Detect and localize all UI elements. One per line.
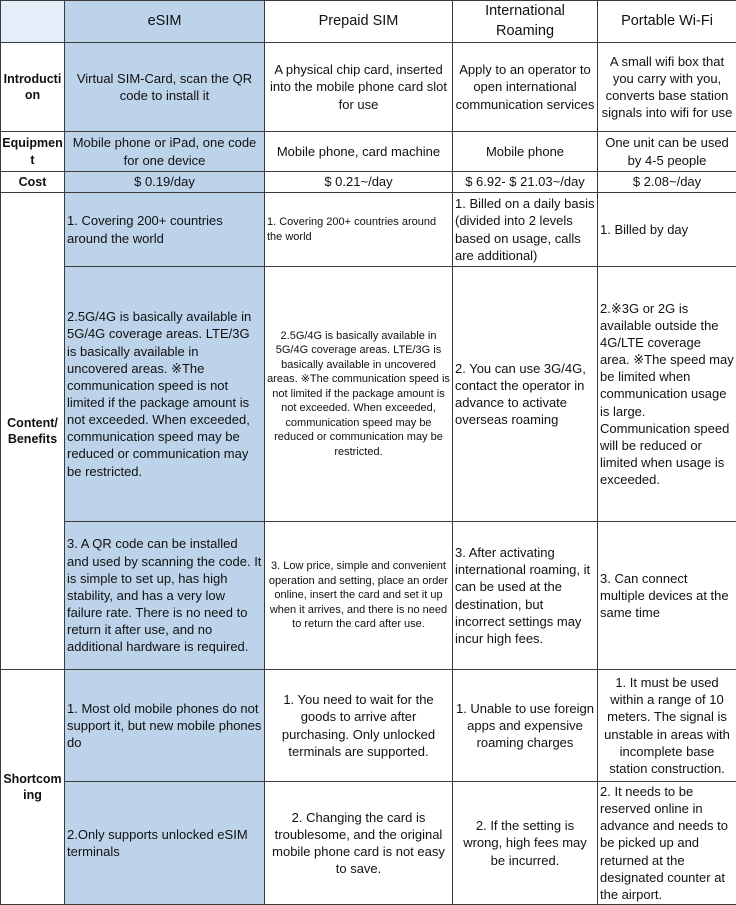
cell-content-3-prepaid: 3. Low price, simple and convenient operation and setting, place an order online, insert the card and set it up when it arrives, and there is no need to return the card after use.	[265, 522, 453, 670]
cell-content-1-wifi: 1. Billed by day	[598, 193, 736, 267]
cell-content-3-roaming: 3. After activating international roaming, it can be used at the destination, but incorrect settings may incur high fees.	[453, 522, 598, 670]
label-cost: Cost	[1, 172, 65, 193]
cell-cost-esim: $ 0.19/day	[65, 172, 265, 193]
cell-content-2-wifi: 2.※3G or 2G is available outside the 4G/LTE coverage area. ※The speed may be limited when communication usage is large. Communication speed will be reduced or limited when usage is exceeded.	[598, 267, 736, 522]
cell-content-2-esim: 2.5G/4G is basically available in 5G/4G coverage areas. LTE/3G is basically available in uncovered areas. ※The communication speed is not limited if the package amount is not exceeded. When exceeded, communication speed may be reduced or communication may be restricted.	[65, 267, 265, 522]
label-shortcoming: Shortcoming	[1, 670, 65, 905]
cell-introduction-esim: Virtual SIM-Card, scan the QR code to install it	[65, 43, 265, 132]
cell-shortcoming-1-esim: 1. Most old mobile phones do not support it, but new mobile phones do	[65, 670, 265, 782]
cell-content-2-prepaid: 2.5G/4G is basically available in 5G/4G coverage areas. LTE/3G is basically available in uncovered areas. ※The communication speed is not limited if the package amount is not exceeded. When exceeded, communication speed may be reduced or communication may be restricted.	[265, 267, 453, 522]
cell-content-3-esim: 3. A QR code can be installed and used by scanning the code. It is simple to set up, has high stability, and has a very low failure rate. There is no need to return it after use, and no additional hardware is required.	[65, 522, 265, 670]
cell-shortcoming-2-wifi: 2. It needs to be reserved online in advance and needs to be picked up and returned at the designated counter at the airport.	[598, 782, 736, 905]
header-portable-wifi: Portable Wi-Fi	[598, 1, 736, 43]
cell-content-1-roaming: 1. Billed on a daily basis (divided into 2 levels based on usage, calls are additional)	[453, 193, 598, 267]
header-international-roaming: International Roaming	[453, 1, 598, 43]
cell-cost-prepaid: $ 0.21~/day	[265, 172, 453, 193]
cell-shortcoming-1-prepaid: 1. You need to wait for the goods to arrive after purchasing. Only unlocked terminals are supported.	[265, 670, 453, 782]
header-prepaid-sim: Prepaid SIM	[265, 1, 453, 43]
cell-equipment-wifi: One unit can be used by 4-5 people	[598, 132, 736, 172]
row-content-3	[1, 522, 736, 670]
cell-content-1-esim: 1. Covering 200+ countries around the world	[65, 193, 265, 267]
cell-equipment-esim: Mobile phone or iPad, one code for one device	[65, 132, 265, 172]
cell-equipment-roaming: Mobile phone	[453, 132, 598, 172]
cell-shortcoming-2-roaming: 2. If the setting is wrong, high fees may be incurred.	[453, 782, 598, 905]
row-content-1	[1, 193, 736, 267]
row-cost	[1, 172, 736, 193]
cell-cost-wifi: $ 2.08~/day	[598, 172, 736, 193]
row-shortcoming-1	[1, 670, 736, 782]
cell-shortcoming-1-roaming: 1. Unable to use foreign apps and expensive roaming charges	[453, 670, 598, 782]
row-introduction	[1, 43, 736, 132]
cell-shortcoming-2-prepaid: 2. Changing the card is troublesome, and the original mobile phone card is not easy to save.	[265, 782, 453, 905]
cell-content-3-wifi: 3. Can connect multiple devices at the same time	[598, 522, 736, 670]
row-equipment	[1, 132, 736, 172]
cell-content-2-roaming: 2. You can use 3G/4G, contact the operator in advance to activate overseas roaming	[453, 267, 598, 522]
cell-introduction-roaming: Apply to an operator to open international communication services	[453, 43, 598, 132]
cell-shortcoming-2-esim: 2.Only supports unlocked eSIM terminals	[65, 782, 265, 905]
label-content-benefits: Content/ Benefits	[1, 193, 65, 670]
cell-introduction-wifi: A small wifi box that you carry with you, converts base station signals into wifi for use	[598, 43, 736, 132]
cell-cost-roaming: $ 6.92- $ 21.03~/day	[453, 172, 598, 193]
row-content-2	[1, 267, 736, 522]
label-introduction: Introduction	[1, 43, 65, 132]
cell-equipment-prepaid: Mobile phone, card machine	[265, 132, 453, 172]
header-row	[1, 1, 736, 43]
label-equipment: Equipment	[1, 132, 65, 172]
cell-shortcoming-1-wifi: 1. It must be used within a range of 10 meters. The signal is unstable in areas with incomplete base station construction.	[598, 670, 736, 782]
row-shortcoming-2	[1, 782, 736, 905]
cell-content-1-prepaid: 1. Covering 200+ countries around the world	[265, 193, 453, 267]
header-corner	[1, 1, 65, 43]
header-esim: eSIM	[65, 1, 265, 43]
cell-introduction-prepaid: A physical chip card, inserted into the mobile phone card slot for use	[265, 43, 453, 132]
